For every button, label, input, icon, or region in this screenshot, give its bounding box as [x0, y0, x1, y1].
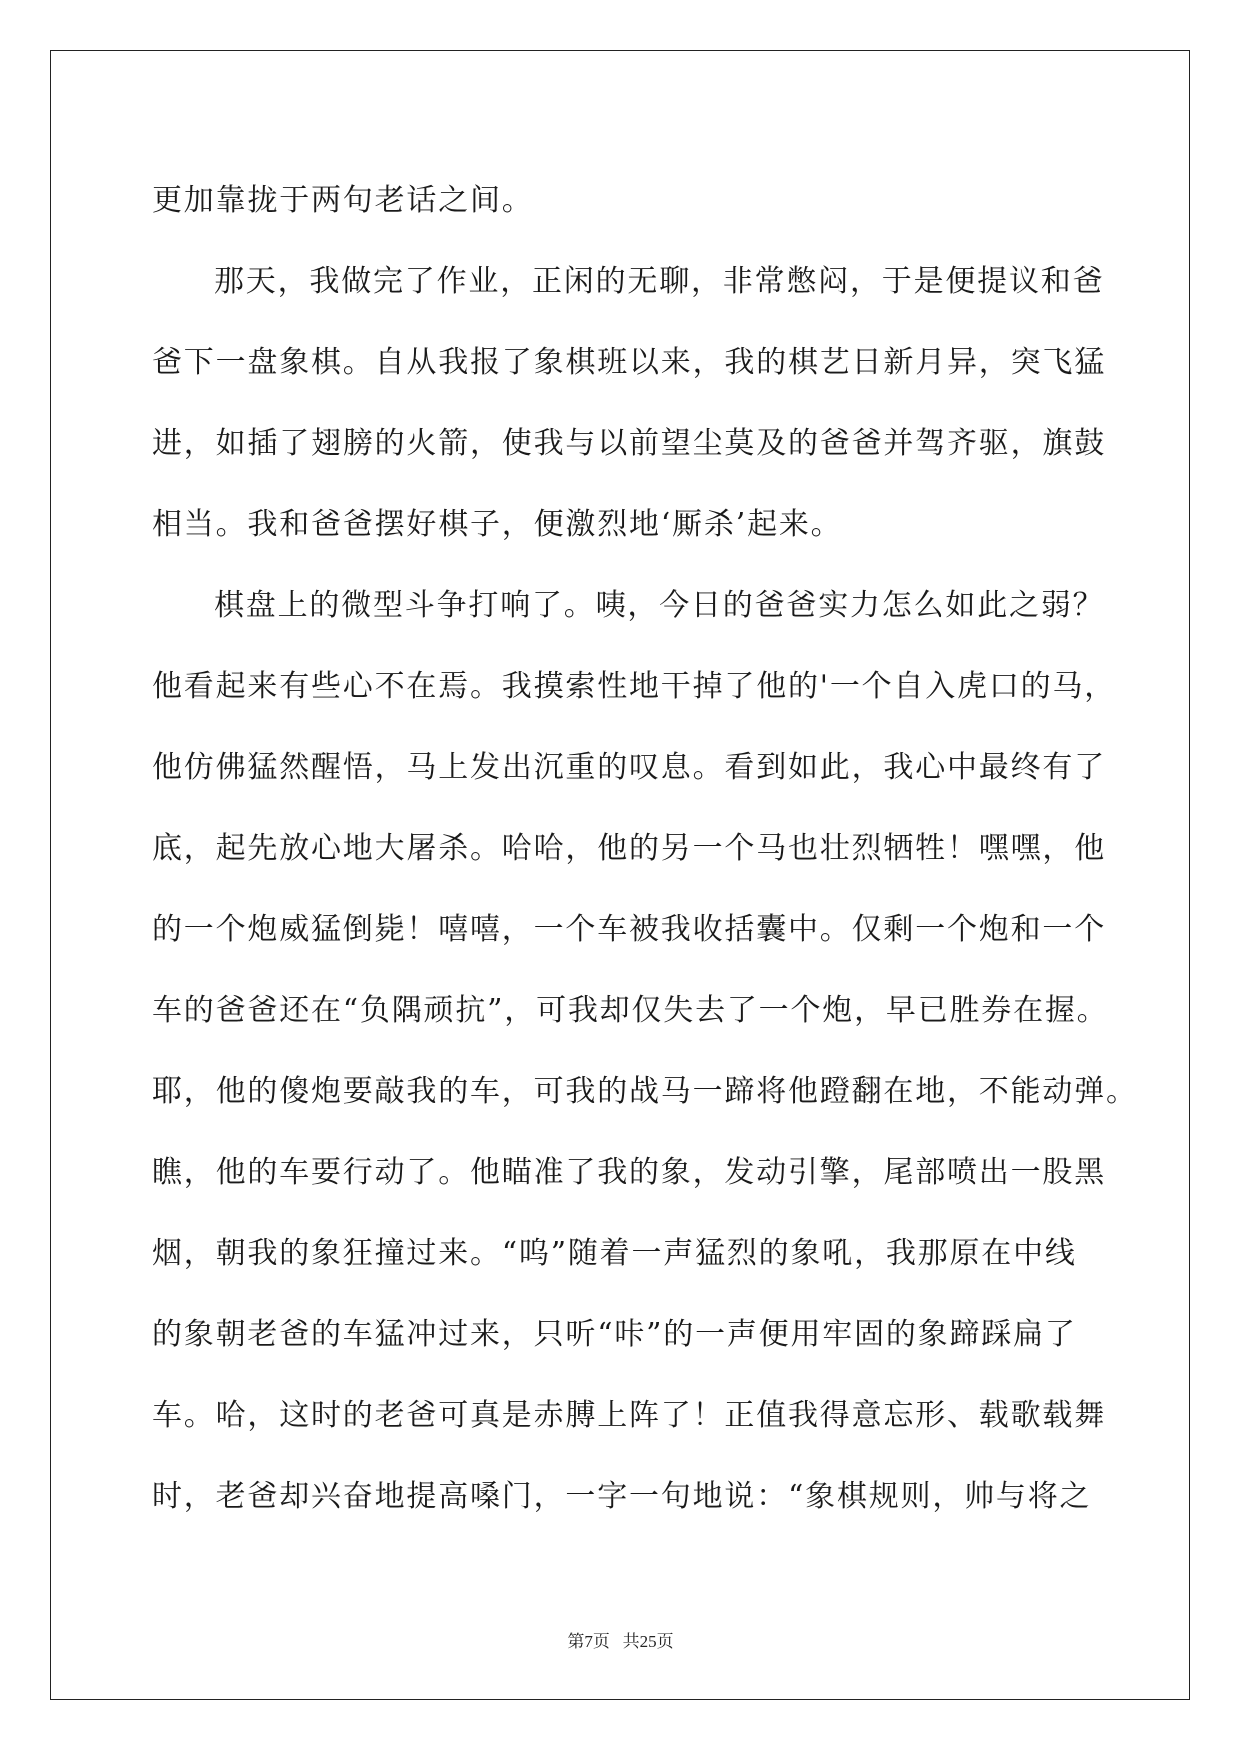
total-prefix: 共 — [622, 1632, 640, 1651]
text-line: 的象朝老爸的车猛冲过来，只听“咔”的一声便用牢固的象蹄踩扁了 — [152, 1317, 1077, 1352]
total-suffix: 页 — [656, 1632, 674, 1651]
document-body — [152, 160, 1138, 1537]
page-suffix: 页 — [592, 1632, 610, 1651]
text-line: 瞧，他的车要行动了。他瞄准了我的象，发动引擎，尾部喷出一股黑 — [152, 1155, 1106, 1190]
total-pages: 25 — [639, 1632, 657, 1651]
text-line: 爸下一盘象棋。自从我报了象棋班以来，我的棋艺日新月异，突飞猛 — [152, 345, 1106, 380]
text-line: 底，起先放心地大屠杀。哈哈，他的另一个马也壮烈牺牲！嘿嘿，他 — [152, 831, 1106, 866]
page-number: 7 — [584, 1632, 593, 1651]
text-line: 时，老爸却兴奋地提高嗓门，一字一句地说：“象棋规则，帅与将之 — [152, 1479, 1092, 1514]
text-line: 耶，他的傻炮要敲我的车，可我的战马一蹄将他蹬翻在地，不能动弹。 — [152, 1074, 1138, 1109]
text-line: 车的爸爸还在“负隅顽抗”，可我却仅失去了一个炮，早已胜券在握。 — [152, 993, 1109, 1028]
paragraph-start-line: 那天，我做完了作业，正闲的无聊，非常憋闷，于是便提议和爸 — [214, 264, 1105, 299]
page-prefix: 第 — [567, 1632, 585, 1651]
text-line: 相当。我和爸爸摆好棋子，便激烈地‘厮杀’起来。 — [152, 507, 843, 542]
text-line: 他仿佛猛然醒悟，马上发出沉重的叹息。看到如此，我心中最终有了 — [152, 750, 1106, 785]
text-line: 更加靠拢于两句老话之间。 — [152, 183, 534, 218]
text-line: 烟，朝我的象狂撞过来。“呜”随着一声猛烈的象吼，我那原在中线 — [152, 1236, 1077, 1271]
page-footer — [0, 1627, 1241, 1652]
text-line: 的一个炮威猛倒毙！嘻嘻，一个车被我收括囊中。仅剩一个炮和一个 — [152, 912, 1106, 947]
text-line: 进，如插了翅膀的火箭，使我与以前望尘莫及的爸爸并驾齐驱，旗鼓 — [152, 426, 1106, 461]
text-line: 车。哈，这时的老爸可真是赤膊上阵了！正值我得意忘形、载歌载舞 — [152, 1398, 1106, 1433]
paragraph-start-line: 棋盘上的微型斗争打响了。咦，今日的爸爸实力怎么如此之弱？ — [214, 588, 1105, 623]
text-line: 他看起来有些心不在焉。我摸索性地干掉了他的'一个自入虎口的马， — [152, 669, 1117, 704]
